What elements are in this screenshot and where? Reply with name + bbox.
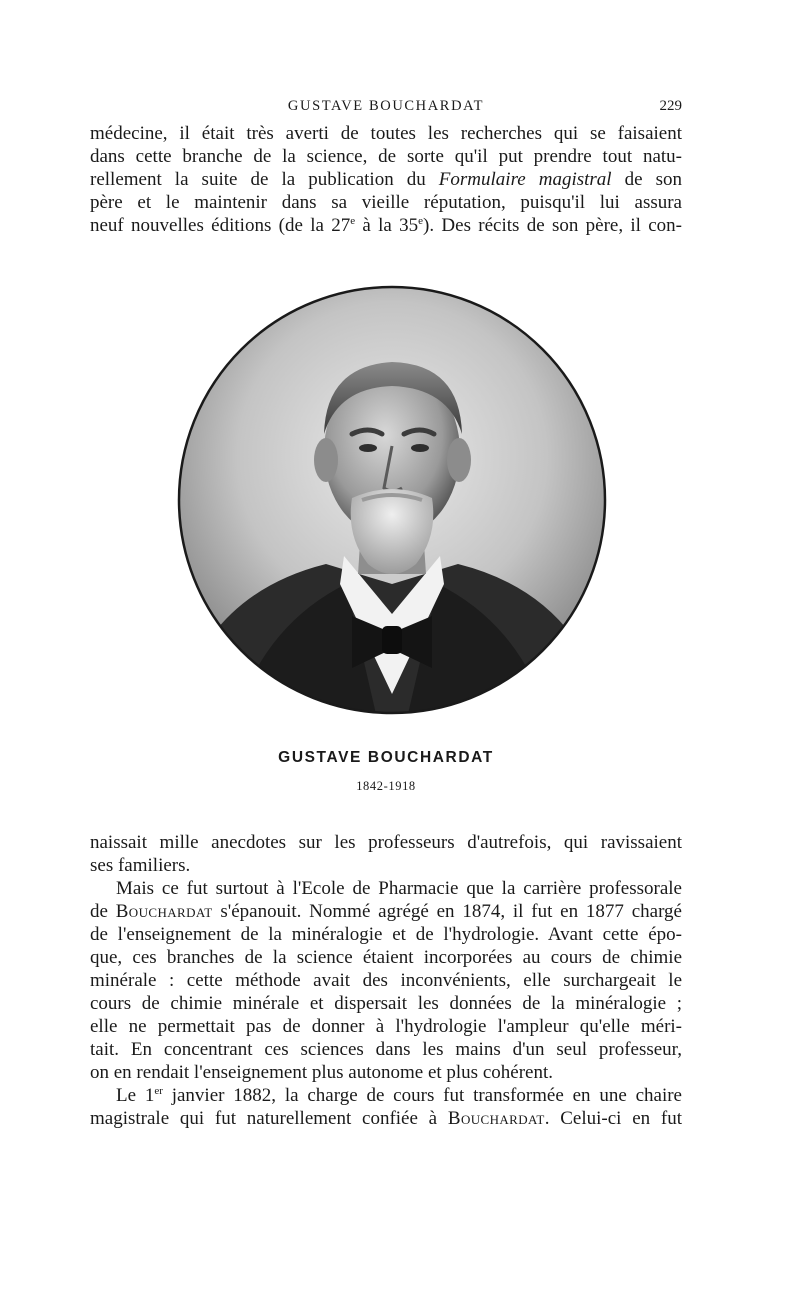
text-line: neuf nouvelles éditions (de la 27e à la 35e). Des récits de son père, il con- bbox=[90, 215, 682, 236]
text-line: on en rendait l'enseignement plus autonome et plus cohérent. bbox=[90, 1062, 553, 1083]
figure-caption: GUSTAVE BOUCHARDAT bbox=[278, 749, 494, 766]
name-bouchardat: Bouchardat bbox=[115, 901, 213, 922]
portrait-photograph bbox=[176, 284, 608, 716]
text-line: que, ces branches de la science étaient incorporées au cours de chimie bbox=[90, 947, 682, 968]
portrait-image bbox=[176, 284, 608, 716]
text-line: Mais ce fut surtout à l'Ecole de Pharmacie que la carrière professorale bbox=[116, 878, 682, 899]
page-number: 229 bbox=[659, 98, 682, 114]
top-paragraph bbox=[90, 122, 682, 237]
text-line: médecine, il était très averti de toutes les recherches qui se faisaient bbox=[90, 123, 682, 144]
figure-dates: 1842-1918 bbox=[356, 779, 416, 793]
text-line: de l'enseignement de la minéralogie et de l'hydrologie. Avant cette épo- bbox=[90, 924, 682, 945]
text-line: ses familiers. bbox=[90, 855, 191, 876]
running-head bbox=[90, 98, 682, 120]
text-line: elle ne permettait pas de donner à l'hydrologie l'ampleur qu'elle méri- bbox=[90, 1016, 682, 1037]
text-line: rellement la suite de la publication du Formulaire magistral de son bbox=[90, 169, 683, 190]
text-line: père et le maintenir dans sa vieille réputation, puisqu'il lui assura bbox=[90, 192, 682, 213]
name-bouchardat: Bouchardat bbox=[447, 1108, 545, 1129]
text-line: dans cette branche de la science, de sorte qu'il put prendre tout natu- bbox=[90, 146, 682, 167]
book-title-formulaire: Formulaire magistral bbox=[438, 169, 612, 190]
bottom-paragraphs bbox=[90, 831, 682, 1130]
text-line: cours de chimie minérale et dispersait les données de la minéralogie ; bbox=[90, 993, 682, 1014]
text-line: de Bouchardat s'épanouit. Nommé agrégé en 1874, il fut en 1877 chargé bbox=[90, 901, 682, 922]
running-title: GUSTAVE BOUCHARDAT bbox=[287, 98, 485, 114]
text-line: magistrale qui fut naturellement confiée à Bouchardat. Celui-ci en fut bbox=[90, 1108, 682, 1129]
text-line: naissait mille anecdotes sur les professeurs d'autrefois, qui ravissaient bbox=[90, 832, 682, 853]
text-line: tait. En concentrant ces sciences dans les mains d'un seul professeur, bbox=[90, 1039, 682, 1060]
text-line: Le 1er janvier 1882, la charge de cours fut transformée en une chaire bbox=[116, 1085, 682, 1106]
text-line: minérale : cette méthode avait des inconvénients, elle surchargeait le bbox=[90, 970, 682, 991]
